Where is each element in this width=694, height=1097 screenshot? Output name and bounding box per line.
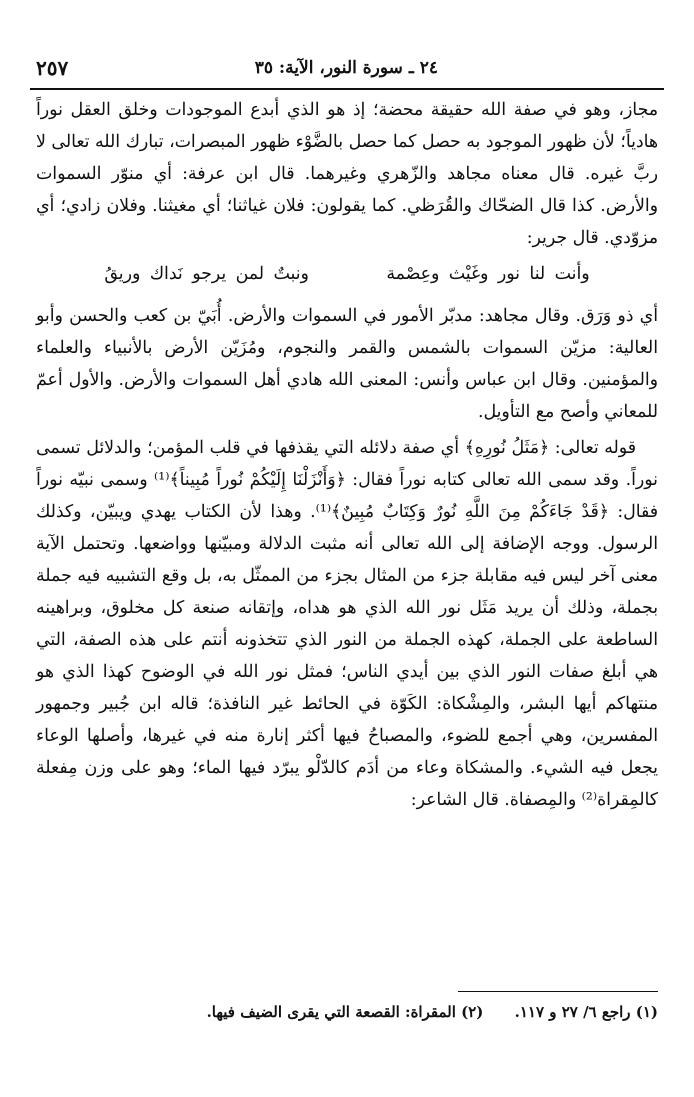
footnote-1: (١) راجع ٦/ ٢٧ و ١١٧.	[514, 1003, 658, 1021]
header-rule	[30, 88, 664, 90]
footnotes	[36, 1003, 658, 1021]
poetry-verse	[36, 254, 658, 300]
paragraph-3: قوله تعالى: ﴿مَثَلُ نُورِهِ﴾ أي صفة دلائله التي يقذفها في قلب المؤمن؛ والدلائل تسمى نوراً. وقد سمى الله تعالى كتابه نوراً فقال: ﴿وَأَنْزَلْنَا إِلَيْكُمْ نُوراً مُبِيناً﴾⁽¹⁾ وسمى نبيّه نوراً فقال: ﴿قَدْ جَاءَكُمْ مِنَ اللَّهِ نُورٌ وَكِتَابٌ مُبِينٌ﴾⁽¹⁾. وهذا لأن الكتاب يهدي ويبيّن، وكذلك الرسول. ووجه الإضافة إلى الله تعالى أنه مثبت الدلالة ومبيّنها وواضعها. وتحتمل الآية معنى آخر ليس فيه مقابلة جزء من المثال بجزء من الممثّل به، بل وقع التشبيه فيه جملة بجملة، وذلك أن يريد مَثَل نور الله الذي هو هداه، وإتقانه صنعة كل مخلوق، وبراهينه الساطعة على الجملة، كهذه الجملة من النور الذي تتخذونه أنتم على هذه الصفة، التي هي أبلغ صفات النور الذي بين أيدي الناس؛ فمثل نور الله في الوضوح كهذا الذي هو منتهاكم أيها البشر، والمِشْكاة: الكَوّة في الحائط غير النافذة؛ قاله ابن جُبير وجمهور المفسرين، وهي أجمع للضوء، والمصباحُ فيها أكثر إنارة منه في غيرها، وأصلها الوعاء يجعل فيه الشيء. والمشكاة وعاء من أدَم كالدّلْو يبرّد فيها الماء؛ وهو على وزن مِفعلة كالمِقراة⁽²⁾ والمِصفاة. قال الشاعر:	[36, 438, 658, 810]
footnote-2: (٢) المقراة: القصعة التي يقرى الضيف فيها.	[206, 1003, 484, 1021]
main-text	[36, 94, 658, 816]
running-title: ٢٤ ـ سورة النور، الآية: ٣٥	[254, 58, 438, 78]
paragraph-2: أي ذو وَرَق. وقال مجاهد: مدبّر الأمور في السموات والأرض. أُبَيّ بن كعب والحسن وأبو العالية: مزيّن السموات بالشمس والقمر والنجوم، ومُزَيّن الأرض بالأنبياء والعلماء والمؤمنين. وقال ابن عباس وأنس: المعنى الله هادي أهل السموات والأرض. والأول أعمّ للمعاني وأصح مع التأويل.	[36, 306, 658, 422]
page-number: ٢٥٧	[36, 56, 69, 80]
footnote-rule	[458, 991, 658, 992]
verse-second-hemistich: ونبتٌ لمن يرجو نَداك وريقُ	[104, 264, 309, 284]
verse-first-hemistich: وأنت لنا نور وغَيْث وعِصْمة	[386, 264, 590, 284]
paragraph-1: مجاز، وهو في صفة الله حقيقة محضة؛ إذ هو الذي أبدع الموجودات وخلق العقل نوراً هادياً؛ لأن ظهور الموجود به حصل كما حصل بالضَّوْء ظهور المبصرات، تبارك الله تعالى لا ربَّ غيره. قال معناه مجاهد والزّهري وغيرهما. قال ابن عرفة: أي منوّر السموات والأرض. كذا قال الضحّاك والقُرَظي. كما يقولون: فلان غياثنا؛ أي مغيثنا. وفلان زادي؛ أي مزوّدي. قال جرير:	[36, 100, 658, 248]
page-header	[36, 58, 658, 84]
